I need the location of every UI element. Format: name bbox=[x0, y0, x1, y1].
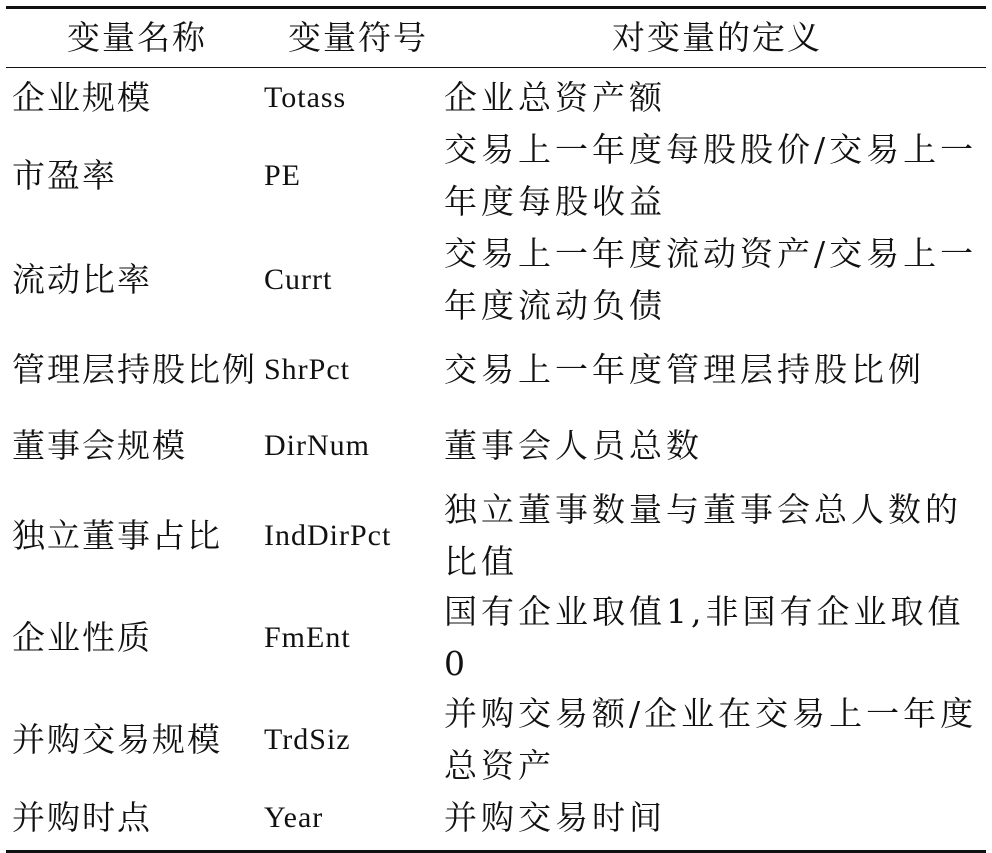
header-variable-symbol: 变量符号 bbox=[288, 18, 428, 57]
table-row bbox=[6, 408, 986, 484]
variable-name-cell: 管理层持股比例 bbox=[12, 350, 257, 389]
table-row bbox=[6, 332, 986, 408]
header-variable-name: 变量名称 bbox=[67, 18, 207, 57]
variable-name-cell: 企业规模 bbox=[12, 78, 152, 117]
variable-definition-cell: 交易上一年度管理层持股比例 bbox=[444, 350, 925, 389]
variable-symbol-cell: ShrPct bbox=[264, 353, 351, 386]
variable-definition-cell: 并购交易时间 bbox=[444, 798, 666, 837]
variable-symbol-cell: Year bbox=[264, 801, 324, 834]
variable-definition-cell: 交易上一年度流动资产/交易上一年度流动负债 bbox=[444, 234, 978, 325]
variable-name-cell: 董事会规模 bbox=[12, 426, 187, 465]
variable-name-cell: 企业性质 bbox=[12, 618, 152, 657]
variable-symbol-cell: DirNum bbox=[264, 429, 370, 462]
header-variable-definition: 对变量的定义 bbox=[612, 18, 822, 57]
variable-definition-cell: 独立董事数量与董事会总人数的比值 bbox=[444, 490, 962, 581]
variable-definition-table bbox=[6, 6, 986, 853]
variable-name-cell: 并购交易规模 bbox=[12, 720, 222, 759]
variable-definition-cell: 董事会人员总数 bbox=[444, 426, 703, 465]
table-row bbox=[6, 124, 986, 228]
header-rule bbox=[6, 67, 986, 68]
variable-definition-cell: 国有企业取值1,非国有企业取值0 bbox=[444, 592, 965, 683]
variable-definition-cell: 交易上一年度每股股价/交易上一年度每股收益 bbox=[444, 130, 978, 221]
table-row bbox=[6, 688, 986, 792]
variable-symbol-cell: PE bbox=[264, 159, 302, 192]
variable-symbol-cell: IndDirPct bbox=[264, 519, 392, 552]
variable-name-cell: 并购时点 bbox=[12, 798, 152, 837]
variable-symbol-cell: TrdSiz bbox=[264, 723, 351, 756]
variable-definition-cell: 并购交易额/企业在交易上一年度总资产 bbox=[444, 694, 978, 785]
table-row bbox=[6, 72, 986, 124]
table-row bbox=[6, 588, 986, 688]
table-row bbox=[6, 792, 986, 844]
table-row bbox=[6, 484, 986, 588]
table-header-row bbox=[6, 9, 986, 67]
variable-definition-cell: 企业总资产额 bbox=[444, 78, 666, 117]
variable-symbol-cell: FmEnt bbox=[264, 621, 351, 654]
table-row bbox=[6, 228, 986, 332]
variable-symbol-cell: Totass bbox=[264, 81, 347, 114]
variable-symbol-cell: Currt bbox=[264, 263, 333, 296]
variable-name-cell: 市盈率 bbox=[12, 156, 117, 195]
variable-name-cell: 流动比率 bbox=[12, 260, 152, 299]
variable-name-cell: 独立董事占比 bbox=[12, 516, 222, 555]
